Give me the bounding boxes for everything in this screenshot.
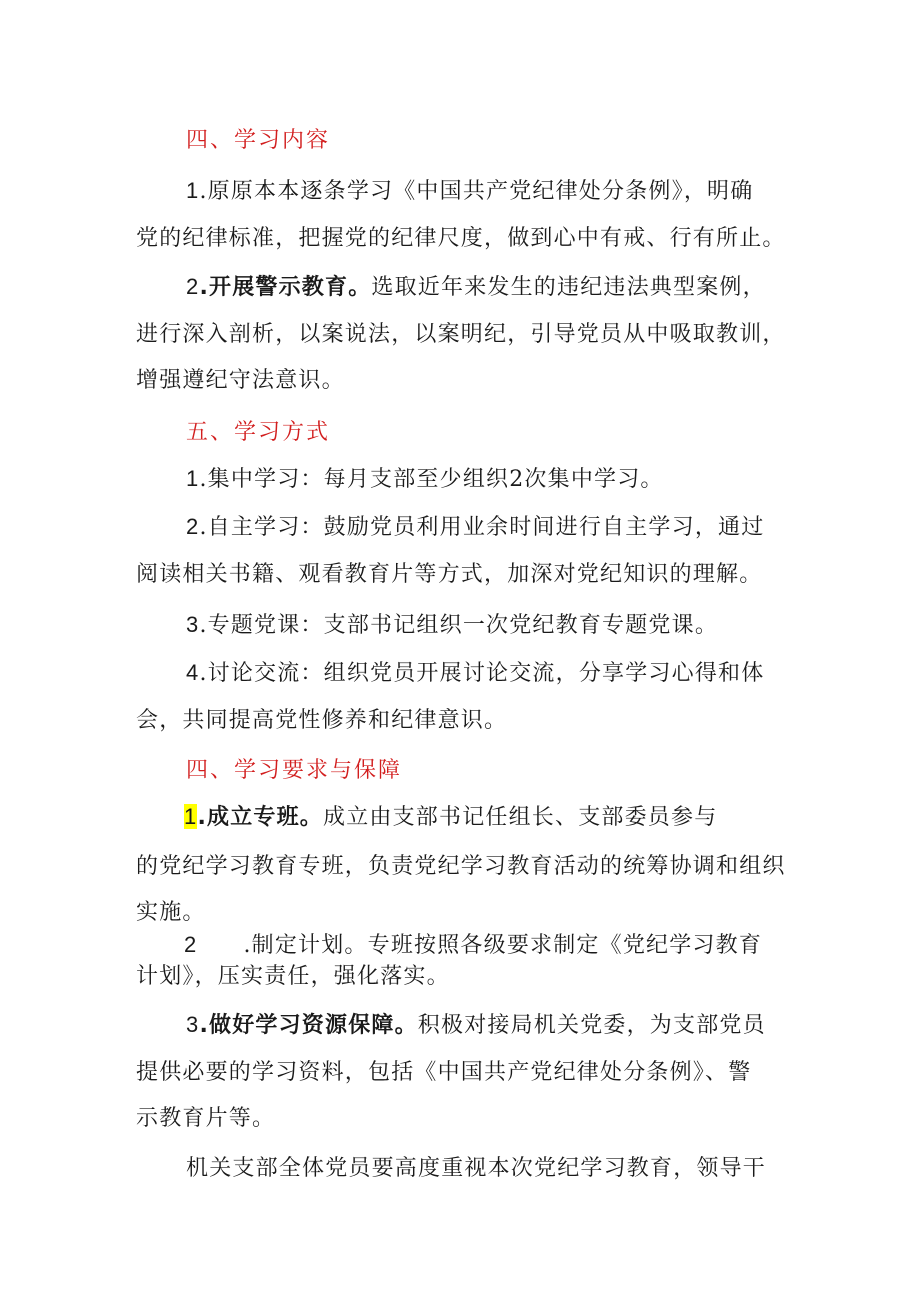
item-number: 4 xyxy=(186,660,200,685)
item-number: 2 xyxy=(184,932,198,957)
section-heading-method: 五、学习方式 xyxy=(186,420,331,445)
item-text: 选取近年来发生的违纪违法典型案例， xyxy=(371,275,766,300)
item-text: .集中学习：每月支部至少组织2次集中学习。 xyxy=(199,467,664,492)
paragraph-line xyxy=(186,610,718,641)
paragraph-line: 实施。 xyxy=(136,900,206,925)
paragraph-line: 的党纪学习教育专班，负责党纪学习教育活动的统筹协调和组织 xyxy=(136,854,786,879)
item-number: 3 xyxy=(186,612,200,637)
paragraph-line xyxy=(184,802,717,833)
paragraph-line: 党的纪律标准，把握党的纪律尺度，做到心中有戒、行有所止。 xyxy=(136,226,786,251)
item-number: 3 xyxy=(186,1012,200,1037)
item-text: 积极对接局机关党委，为支部党员 xyxy=(417,1013,766,1038)
item-number: 2 xyxy=(186,514,200,539)
section-heading-content: 四、学习内容 xyxy=(186,128,331,153)
paragraph-line xyxy=(186,464,664,495)
item-text: .专题党课：支部书记组织一次党纪教育专题党课。 xyxy=(199,613,719,638)
paragraph-line xyxy=(184,930,762,961)
item-text: .制定计划。专班按照各级要求制定《党纪学习教育 xyxy=(243,933,763,958)
item-text: .讨论交流：组织党员开展讨论交流，分享学习心得和体 xyxy=(199,661,765,686)
item-bold-title: .做好学习资源保障。 xyxy=(199,1013,418,1038)
paragraph-line xyxy=(186,1010,766,1041)
section-heading-requirements: 四、学习要求与保障 xyxy=(186,758,403,783)
item-number: 1 xyxy=(186,178,200,203)
paragraph-line xyxy=(186,512,764,543)
paragraph-line xyxy=(186,176,753,207)
highlighted-item-number: 1 xyxy=(184,804,198,829)
paragraph-line xyxy=(186,658,764,689)
item-text: .自主学习：鼓励党员利用业余时间进行自主学习，通过 xyxy=(199,515,765,540)
item-bold-title: .开展警示教育。 xyxy=(199,275,372,300)
paragraph-line: 阅读相关书籍、观看教育片等方式，加深对党纪知识的理解。 xyxy=(136,562,763,587)
paragraph-line xyxy=(186,272,766,303)
item-text: 成立由支部书记任组长、支部委员参与 xyxy=(323,805,718,830)
paragraph-line: 提供必要的学习资料，包括《中国共产党纪律处分条例》、警 xyxy=(136,1060,752,1085)
paragraph-line: 增强遵纪守法意识。 xyxy=(136,368,345,393)
item-text: .原原本本逐条学习《中国共产党纪律处分条例》，明确 xyxy=(199,179,754,204)
paragraph-line: 会，共同提高党性修养和纪律意识。 xyxy=(136,708,508,733)
paragraph-line: 机关支部全体党员要高度重视本次党纪学习教育，领导干 xyxy=(186,1156,767,1181)
paragraph-line: 示教育片等。 xyxy=(136,1106,276,1131)
item-number: 1 xyxy=(186,466,200,491)
paragraph-line: 计划》，压实责任，强化落实。 xyxy=(136,964,450,989)
paragraph-line: 进行深入剖析，以案说法，以案明纪，引导党员从中吸取教训， xyxy=(136,322,786,347)
item-number: 2 xyxy=(186,274,200,299)
item-bold-title: .成立专班。 xyxy=(197,805,323,830)
